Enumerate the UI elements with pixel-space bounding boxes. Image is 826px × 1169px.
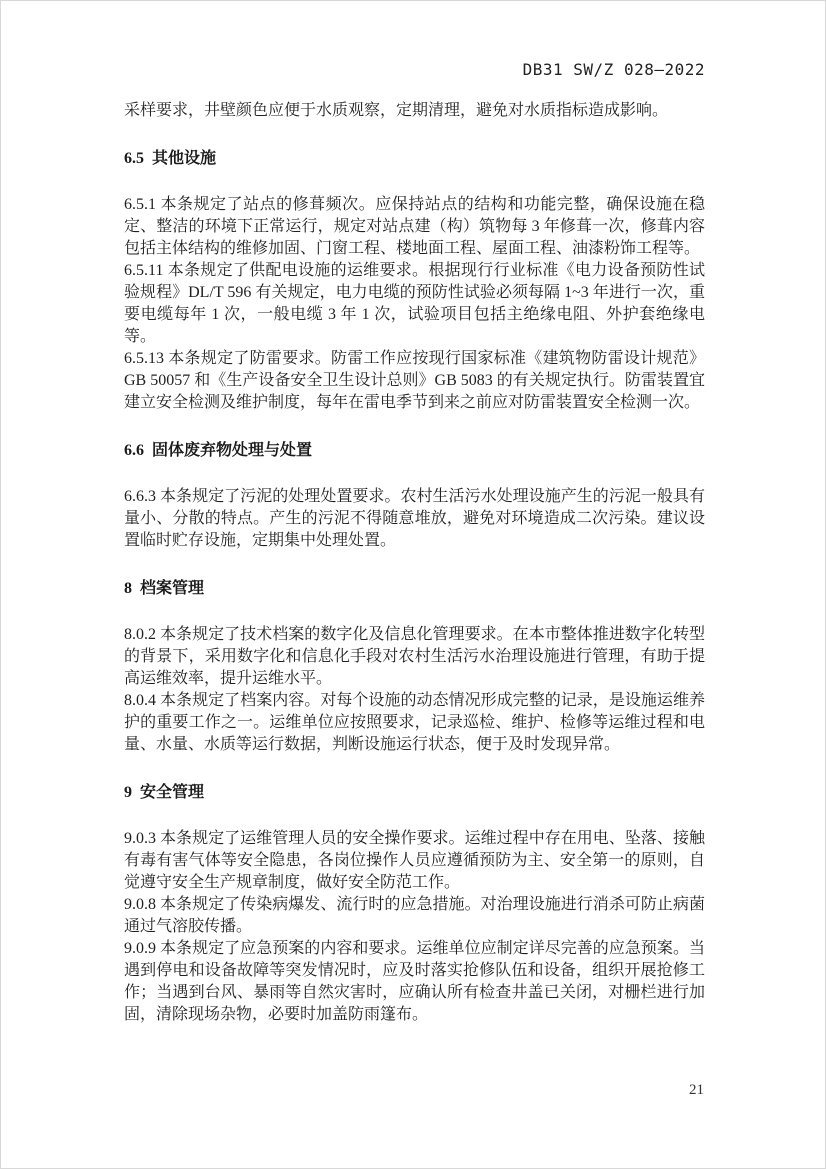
clause-9-0-3: 9.0.3 本条规定了运维管理人员的安全操作要求。运维过程中存在用电、坠落、接触有毒有害气体等安全隐患，各岗位操作人员应遵循预防为主、安全第一的原则，自觉遵守安全生产规章制度，做好安全防范工作。: [124, 830, 705, 891]
section-heading-8: 8 档案管理: [124, 580, 205, 597]
clause-6-5-1: 6.5.1 本条规定了站点的修葺频次。应保持站点的结构和功能完整，确保设施在稳定、整洁的环境下正常运行，规定对站点建（构）筑物每 3 年修葺一次，修葺内容包括主体结构的维修加固、门窗工程、楼地面工程、屋面工程、油漆粉饰工程等。: [124, 196, 705, 257]
section-heading-6-5: 6.5 其他设施: [124, 150, 217, 167]
clause-8-0-2: 8.0.2 本条规定了技术档案的数字化及信息化管理要求。在本市整体推进数字化转型的背景下，采用数字化和信息化手段对农村生活污水治理设施进行管理，有助于提高运维效率，提升运维水平。: [124, 626, 705, 687]
document-code: DB31 SW/Z 028—2022: [522, 60, 705, 79]
clause-9-0-8: 9.0.8 本条规定了传染病爆发、流行时的应急措施。对治理设施进行消杀可防止病菌通过气溶胶传播。: [124, 896, 705, 935]
section-heading-6-6: 6.6 固体废弃物处理与处置: [124, 442, 313, 459]
clause-9-0-9: 9.0.9 本条规定了应急预案的内容和要求。运维单位应制定详尽完善的应急预案。当遇到停电和设备故障等突发情况时，应及时落实抢修队伍和设备，组织开展抢修工作；当遇到台风、暴雨等自然灾害时，应确认所有检查井盖已关闭，对栅栏进行加固，清除现场杂物，必要时加盖防雨篷布。: [124, 940, 705, 1023]
clause-6-5-11: 6.5.11 本条规定了供配电设施的运维要求。根据现行行业标准《电力设备预防性试验规程》DL/T 596 有关规定，电力电缆的预防性试验必须每隔 1~3 年进行一次，重要电缆每年 1 次，一般电缆 3 年 1 次，试验项目包括主绝缘电阻、外护套绝缘电等。: [124, 262, 705, 345]
page-number: 21: [689, 1082, 704, 1098]
clause-6-5-13: 6.5.13 本条规定了防雷要求。防雷工作应按现行国家标准《建筑物防雷设计规范》GB 50057 和《生产设备安全卫生设计总则》GB 5083 的有关规定执行。防雷装置宜建立安全检测及维护制度，每年在雷电季节到来之前应对防雷装置安全检测一次。: [124, 350, 705, 411]
document-body: [124, 100, 705, 1026]
clause-8-0-4: 8.0.4 本条规定了档案内容。对每个设施的动态情况形成完整的记录，是设施运维养护的重要工作之一。运维单位应按照要求，记录巡检、维护、检修等运维过程和电量、水量、水质等运行数据，判断设施运行状态，便于及时发现异常。: [124, 692, 705, 753]
paragraph-continuation: 采样要求，井壁颜色应便于水质观察，定期清理，避免对水质指标造成影响。: [124, 102, 669, 119]
section-heading-9: 9 安全管理: [124, 784, 205, 801]
clause-6-6-3: 6.6.3 本条规定了污泥的处理处置要求。农村生活污水处理设施产生的污泥一般具有量小、分散的特点。产生的污泥不得随意堆放，避免对环境造成二次污染。建议设置临时贮存设施，定期集中处理处置。: [124, 488, 705, 549]
